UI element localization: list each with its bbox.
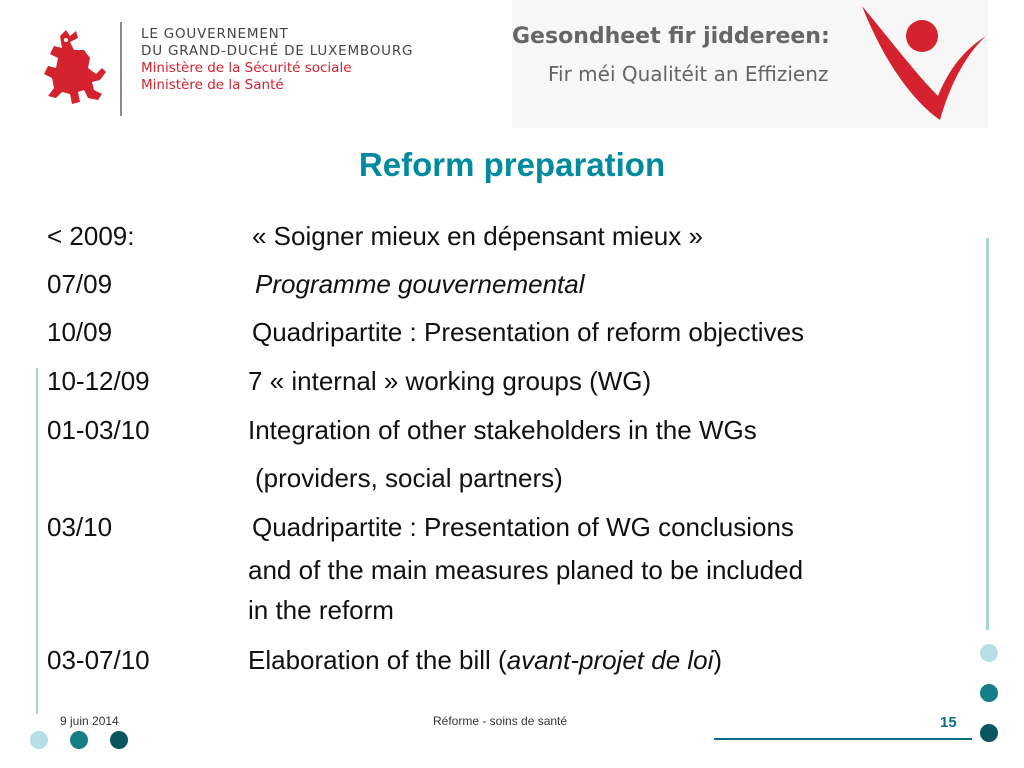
- timeline-text: Quadripartite : Presentation of reform objectives: [252, 317, 805, 347]
- logo-separator: [120, 22, 122, 116]
- timeline-text-continuation: (providers, social partners): [255, 463, 563, 493]
- timeline-date: 01-03/10: [47, 415, 150, 445]
- footer-date: 9 juin 2014: [60, 714, 119, 728]
- timeline-text: « Soigner mieux en dépensant mieux »: [252, 221, 703, 251]
- timeline-text-continuation: in the reform: [248, 595, 394, 625]
- decorative-dot: [980, 644, 998, 662]
- decorative-dot: [980, 684, 998, 702]
- decorative-dot: [70, 731, 88, 749]
- government-name: [141, 26, 413, 94]
- timeline-date: 07/09: [47, 269, 113, 299]
- campaign-swoosh-icon: [856, 0, 988, 128]
- left-decorative-line: [36, 368, 38, 714]
- timeline-date: 10/09: [47, 317, 113, 347]
- timeline-text-italic: avant-projet de loi: [506, 645, 714, 675]
- timeline-text: [248, 645, 722, 675]
- luxembourg-lion-icon: [40, 28, 108, 106]
- timeline-date: < 2009:: [47, 221, 135, 251]
- page-number: 15: [940, 714, 957, 731]
- government-line-1: LE GOUVERNEMENT: [141, 26, 289, 42]
- ministry-social-security: Ministère de la Sécurité sociale: [141, 60, 352, 76]
- timeline-text: 7 « internal » working groups (WG): [248, 366, 652, 396]
- timeline-date: 03/10: [47, 512, 113, 542]
- timeline-text: Integration of other stakeholders in the WGs: [248, 415, 757, 445]
- government-line-2: DU GRAND-DUCHÉ DE LUXEMBOURG: [141, 43, 414, 59]
- timeline-text: Programme gouvernemental: [255, 269, 585, 299]
- timeline-text: Quadripartite : Presentation of WG conclusions: [252, 512, 794, 542]
- slide-title: Reform preparation: [358, 146, 666, 183]
- footer-line: [714, 738, 972, 740]
- timeline-text-prefix: Elaboration of the bill (: [248, 645, 507, 675]
- timeline-date: 10-12/09: [47, 366, 150, 396]
- ministry-health: Ministère de la Santé: [141, 77, 284, 93]
- timeline-text-suffix: ): [713, 645, 723, 675]
- right-decorative-line: [986, 238, 989, 630]
- footer-title: Réforme - soins de santé: [433, 714, 568, 728]
- decorative-dot: [110, 731, 128, 749]
- campaign-title: Gesondheet fir jiddereen:: [512, 24, 830, 49]
- timeline-text-continuation: and of the main measures planed to be included: [248, 555, 804, 585]
- government-logo: [40, 22, 460, 122]
- campaign-subtitle: Fir méi Qualitéit an Effizienz: [548, 62, 829, 86]
- decorative-dot: [30, 731, 48, 749]
- decorative-dot: [980, 724, 998, 742]
- timeline-date: 03-07/10: [47, 645, 150, 675]
- campaign-banner: [512, 0, 988, 128]
